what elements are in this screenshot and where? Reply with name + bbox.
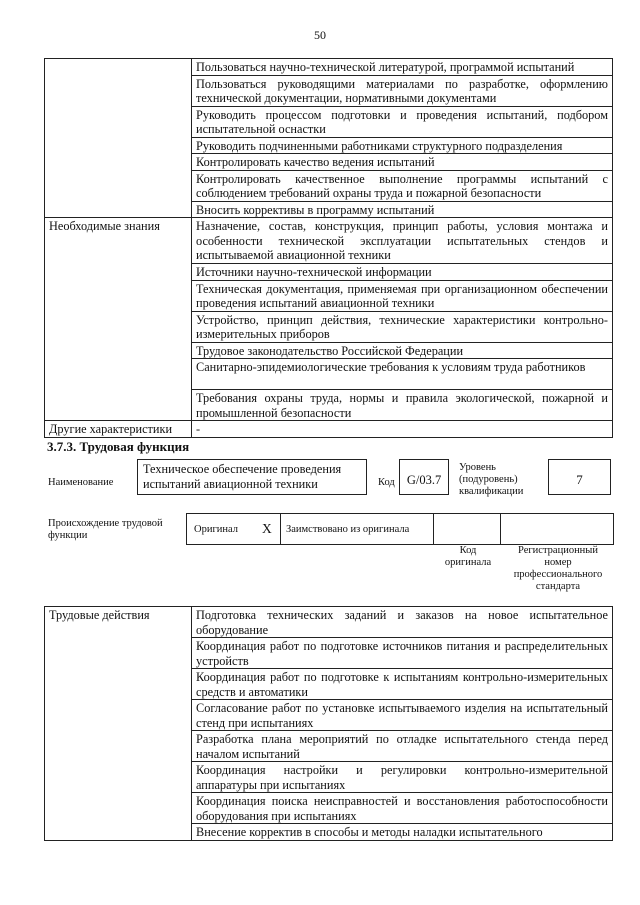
code-label: Код (378, 477, 395, 488)
other-characteristics-label: Другие характеристики (45, 421, 192, 438)
knowledge-item: Источники научно-технической информации (192, 264, 613, 281)
function-code-value: G/03.7 (406, 473, 442, 487)
knowledge-item: Требования охраны труда, нормы и правила экологической, пожарной и промышленной безопасности (192, 390, 613, 421)
action-item: Координация работ по подготовке источников питания и распределительных устройств (192, 638, 613, 669)
skill-item: Пользоваться руководящими материалами по разработке, оформлению технической документации, нормативными документами (192, 75, 613, 106)
knowledge-item: Устройство, принцип действия, технические характеристики контрольно-измерительных приборов (192, 311, 613, 342)
level-label: Уровень (подуровень) квалификации (459, 462, 524, 497)
name-label: Наименование (48, 477, 114, 488)
page-number: 50 (314, 28, 326, 42)
skills-label-cell (45, 59, 192, 218)
skill-item: Руководить процессом подготовки и проведения испытаний, подбором испытательной оснастки (192, 106, 613, 137)
action-item: Координация поиска неисправностей и восстановления работоспособности оборудования при испытаниях (192, 793, 613, 824)
origin-label: Происхождение трудовой функции (48, 518, 163, 541)
action-item: Разработка плана мероприятий по отладке испытательного стенда перед началом испытаний (192, 731, 613, 762)
knowledge-item: Трудовое законодательство Российской Федерации (192, 342, 613, 359)
origin-divider-3 (500, 513, 501, 545)
knowledge-item: Назначение, состав, конструкция, принцип работы, условия монтажа и особенности технической эксплуатации испытательных стендов и испытываемой авиационной техники (192, 218, 613, 264)
reg-number-caption: Регистрационный номер профессионального стандарта (513, 545, 603, 592)
skills-knowledge-table (44, 58, 613, 438)
action-item: Координация настройки и регулировки контрольно-измерительной аппаратуры при испытаниях (192, 762, 613, 793)
action-item: Согласование работ по установке испытываемого изделия на испытательный стенд при испытаниях (192, 700, 613, 731)
skill-item: Вносить коррективы в программу испытаний (192, 201, 613, 218)
skill-item: Контролировать качество ведения испытаний (192, 154, 613, 171)
knowledge-item: Санитарно-эпидемиологические требования к условиям труда работников (192, 359, 613, 390)
origin-divider-1 (280, 513, 281, 545)
knowledge-label: Необходимые знания (45, 218, 192, 421)
labor-actions-table (44, 606, 613, 841)
borrowed-label: Заимствовано из оригинала (286, 524, 410, 535)
origin-divider-2 (433, 513, 434, 545)
action-item: Подготовка технических заданий и заказов на новое испытательное оборудование (192, 607, 613, 638)
skill-item: Руководить подчиненными работниками структурного подразделения (192, 137, 613, 154)
code-original-caption: Код оригинала (444, 545, 492, 568)
original-label: Оригинал (194, 524, 238, 535)
original-mark: X (262, 521, 272, 536)
action-item: Координация работ по подготовке к испытаниям контрольно-измерительных средств и автоматики (192, 669, 613, 700)
skill-item: Контролировать качественное выполнение программы испытаний с соблюдением требований охраны труда и пожарной безопасности (192, 170, 613, 201)
knowledge-item: Техническая документация, применяемая при организационном обеспечении проведения испытаний авиационной техники (192, 280, 613, 311)
actions-label: Трудовые действия (45, 607, 192, 841)
section-title: 3.7.3. Трудовая функция (47, 439, 190, 454)
function-name-value: Техническое обеспечение проведения испытаний авиационной техники (143, 462, 342, 491)
other-characteristics-value: - (192, 421, 613, 438)
skill-item: Пользоваться научно-технической литературой, программой испытаний (192, 59, 613, 76)
action-item: Внесение корректив в способы и методы наладки испытательного (192, 824, 613, 841)
level-value: 7 (576, 472, 583, 487)
